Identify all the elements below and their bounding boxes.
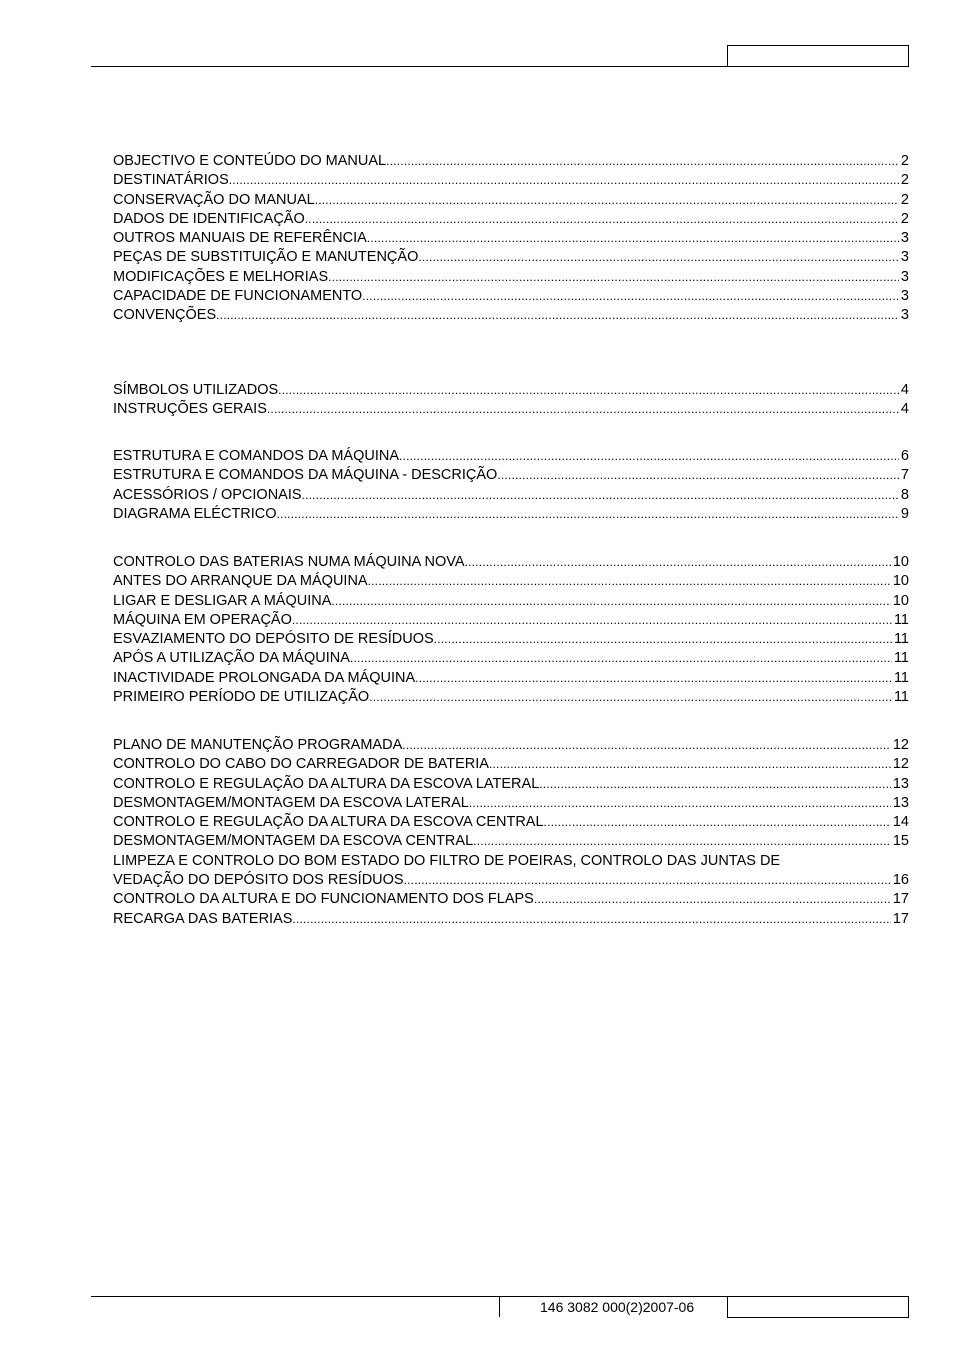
toc-entry-title: LIMPEZA E CONTROLO DO BOM ESTADO DO FILTRO DE POEIRAS, CONTROLO DAS JUNTAS DE <box>113 852 781 869</box>
toc-section-machine-description <box>113 447 909 524</box>
dot-leader <box>489 755 891 774</box>
footer-box <box>727 1296 909 1318</box>
toc-entry <box>113 736 909 755</box>
toc-section-use <box>113 553 909 707</box>
dot-leader <box>418 248 899 267</box>
toc-entry <box>113 171 909 190</box>
toc-entry-page-number: 3 <box>900 307 909 324</box>
dot-leader <box>292 611 892 630</box>
dot-leader <box>229 171 899 190</box>
toc-entry-title: ANTES DO ARRANQUE DA MÁQUINA <box>113 573 368 590</box>
dot-leader <box>469 794 891 813</box>
toc-entry-page-number: 2 <box>900 153 909 169</box>
toc-entry-page-number: 11 <box>893 631 909 648</box>
header-box <box>727 45 909 67</box>
toc-entry-title: RECARGA DAS BATERIAS <box>113 910 293 927</box>
toc-entry <box>113 191 909 210</box>
toc-entry-title: CONTROLO DO CABO DO CARREGADOR DE BATERIA <box>113 756 489 773</box>
toc-entry-page-number: 16 <box>892 872 909 889</box>
dot-leader <box>465 553 891 572</box>
toc-section-maintenance <box>113 736 909 929</box>
toc-entry-title: MODIFICAÇÕES E MELHORIAS <box>113 268 329 285</box>
toc-entry-title: CONTROLO DA ALTURA E DO FUNCIONAMENTO DOS FLAPS <box>113 891 534 908</box>
toc-entry-title: ESVAZIAMENTO DO DEPÓSITO DE RESÍDUOS <box>113 631 434 648</box>
document-code: 146 3082 000(2)2007-06 <box>540 1299 695 1315</box>
dot-leader <box>539 775 891 794</box>
dot-leader <box>305 210 899 229</box>
toc-entry-page-number: 15 <box>892 833 909 850</box>
toc-entry-page-number: 11 <box>893 611 909 628</box>
dot-leader <box>404 871 891 890</box>
toc-entry <box>113 755 909 774</box>
toc-entry <box>113 630 909 649</box>
toc-section-introduction <box>113 152 909 326</box>
toc-entry <box>113 813 909 832</box>
toc-entry-page-number: 3 <box>900 230 909 247</box>
toc-entry-page-number: 2 <box>900 191 909 208</box>
toc-entry <box>113 669 909 688</box>
toc-entry-page-number: 10 <box>892 554 909 570</box>
toc-entry-title: CONTROLO E REGULAÇÃO DA ALTURA DA ESCOVA CENTRAL <box>113 814 544 831</box>
dot-leader <box>302 486 899 505</box>
toc-entry-title: OBJECTIVO E CONTEÚDO DO MANUAL <box>113 153 387 169</box>
toc-entry <box>113 649 909 668</box>
toc-entry-page-number: 14 <box>892 814 909 831</box>
toc-entry <box>113 910 909 929</box>
dot-leader <box>267 400 899 419</box>
toc-entry-page-number: 10 <box>892 592 909 609</box>
toc-entry <box>113 775 909 794</box>
toc-entry <box>113 572 909 591</box>
toc-entry-page-number: 2 <box>900 210 909 227</box>
toc-entry-title: CONTROLO DAS BATERIAS NUMA MÁQUINA NOVA <box>113 554 465 570</box>
toc-entry <box>113 447 909 466</box>
dot-leader <box>544 813 891 832</box>
toc-entry-page-number: 10 <box>892 573 909 590</box>
toc-entry-page-number: 6 <box>900 448 909 464</box>
toc-entry <box>113 553 909 572</box>
toc-entry-title: INACTIVIDADE PROLONGADA DA MÁQUINA <box>113 669 416 686</box>
toc-entry <box>113 486 909 505</box>
dot-leader <box>315 191 899 210</box>
toc-section-safety <box>113 381 909 420</box>
toc-entry-title: APÓS A UTILIZAÇÃO DA MÁQUINA <box>113 650 350 667</box>
toc-entry <box>113 832 909 851</box>
toc-entry <box>113 611 909 630</box>
toc-entry <box>113 268 909 287</box>
dot-leader <box>367 229 899 248</box>
toc-entry <box>113 306 909 325</box>
toc-entry-page-number: 11 <box>893 669 909 686</box>
toc-entry-title: OUTROS MANUAIS DE REFERÊNCIA <box>113 230 367 247</box>
dot-leader <box>415 669 892 688</box>
toc-entry-title: DADOS DE IDENTIFICAÇÃO <box>113 210 305 227</box>
dot-leader <box>402 736 891 755</box>
dot-leader <box>497 466 899 485</box>
toc-entry-title: CONTROLO E REGULAÇÃO DA ALTURA DA ESCOVA LATERAL <box>113 775 540 792</box>
toc-entry-title: ACESSÓRIOS / OPCIONAIS <box>113 486 302 503</box>
toc-entry-page-number: 11 <box>893 689 909 706</box>
toc-entry-title: MÁQUINA EM OPERAÇÃO <box>113 611 292 628</box>
toc-entry-title: LIGAR E DESLIGAR A MÁQUINA <box>113 592 332 609</box>
toc-entry-page-number: 2 <box>900 172 909 189</box>
toc-entry <box>113 688 909 707</box>
toc-entry-page-number: 4 <box>900 382 909 398</box>
toc-entry-page-number: 3 <box>900 268 909 285</box>
toc-entry <box>113 400 909 419</box>
toc-entry <box>113 871 909 890</box>
toc-entry <box>113 152 909 171</box>
toc-entry-page-number: 13 <box>892 794 909 811</box>
toc-entry <box>113 381 909 400</box>
toc-entry-page-number: 3 <box>900 288 909 305</box>
toc-entry <box>113 592 909 611</box>
toc-entry-page-number: 7 <box>900 467 909 484</box>
dot-leader <box>386 152 899 171</box>
toc-entry-page-number: 4 <box>900 401 909 418</box>
toc-entry-page-number: 13 <box>892 775 909 792</box>
toc-entry-title: PLANO DE MANUTENÇÃO PROGRAMADA <box>113 737 403 753</box>
dot-leader <box>473 832 891 851</box>
toc-entry-title: CONVENÇÕES <box>113 307 217 324</box>
dot-leader <box>277 505 899 524</box>
toc-entry-title: CAPACIDADE DE FUNCIONAMENTO <box>113 288 363 305</box>
toc-entry-page-number: 3 <box>900 249 909 266</box>
toc-entry-title: DESMONTAGEM/MONTAGEM DA ESCOVA CENTRAL <box>113 833 474 850</box>
toc-entry-title: ESTRUTURA E COMANDOS DA MÁQUINA <box>113 448 400 464</box>
toc-entry-page-number: 17 <box>892 910 909 927</box>
dot-leader <box>278 381 899 400</box>
dot-leader <box>369 688 892 707</box>
footer-separator <box>499 1296 500 1317</box>
toc-entry-title: DESMONTAGEM/MONTAGEM DA ESCOVA LATERAL <box>113 794 469 811</box>
toc-entry-title: ESTRUTURA E COMANDOS DA MÁQUINA - DESCRIÇÃO <box>113 467 498 484</box>
toc-entry-page-number: 17 <box>892 891 909 908</box>
toc-entry-title: DIAGRAMA ELÉCTRICO <box>113 505 277 522</box>
toc-entry <box>113 229 909 248</box>
toc-entry-page-number: 12 <box>892 737 909 753</box>
toc-entry-title: VEDAÇÃO DO DEPÓSITO DOS RESÍDUOS <box>113 872 404 889</box>
toc-entry-title: DESTINATÁRIOS <box>113 172 229 189</box>
toc-entry-page-number: 9 <box>900 505 909 522</box>
toc-entry <box>113 248 909 267</box>
dot-leader <box>292 910 890 929</box>
toc-entry-title: PEÇAS DE SUBSTITUIÇÃO E MANUTENÇÃO <box>113 249 419 266</box>
dot-leader <box>328 268 899 287</box>
toc-entry <box>113 890 909 909</box>
dot-leader <box>350 649 892 668</box>
dot-leader <box>331 592 890 611</box>
toc-entry <box>113 794 909 813</box>
toc-entry-page-number: 8 <box>900 486 909 503</box>
toc-entry-title: INSTRUÇÕES GERAIS <box>113 401 267 418</box>
toc-entry <box>113 505 909 524</box>
dot-leader <box>534 890 891 909</box>
toc-entry-page-number: 12 <box>892 756 909 773</box>
toc-entry <box>113 210 909 229</box>
dot-leader <box>434 630 892 649</box>
toc-entry-title: PRIMEIRO PERÍODO DE UTILIZAÇÃO <box>113 689 370 706</box>
dot-leader <box>368 572 891 591</box>
dot-leader <box>399 447 899 466</box>
toc-entry-title: CONSERVAÇÃO DO MANUAL <box>113 191 315 208</box>
toc-entry-page-number: 11 <box>893 650 909 667</box>
toc-entry <box>113 466 909 485</box>
dot-leader <box>362 287 899 306</box>
toc-entry-title: SÍMBOLOS UTILIZADOS <box>113 382 279 398</box>
toc-entry <box>113 287 909 306</box>
dot-leader <box>216 306 899 325</box>
